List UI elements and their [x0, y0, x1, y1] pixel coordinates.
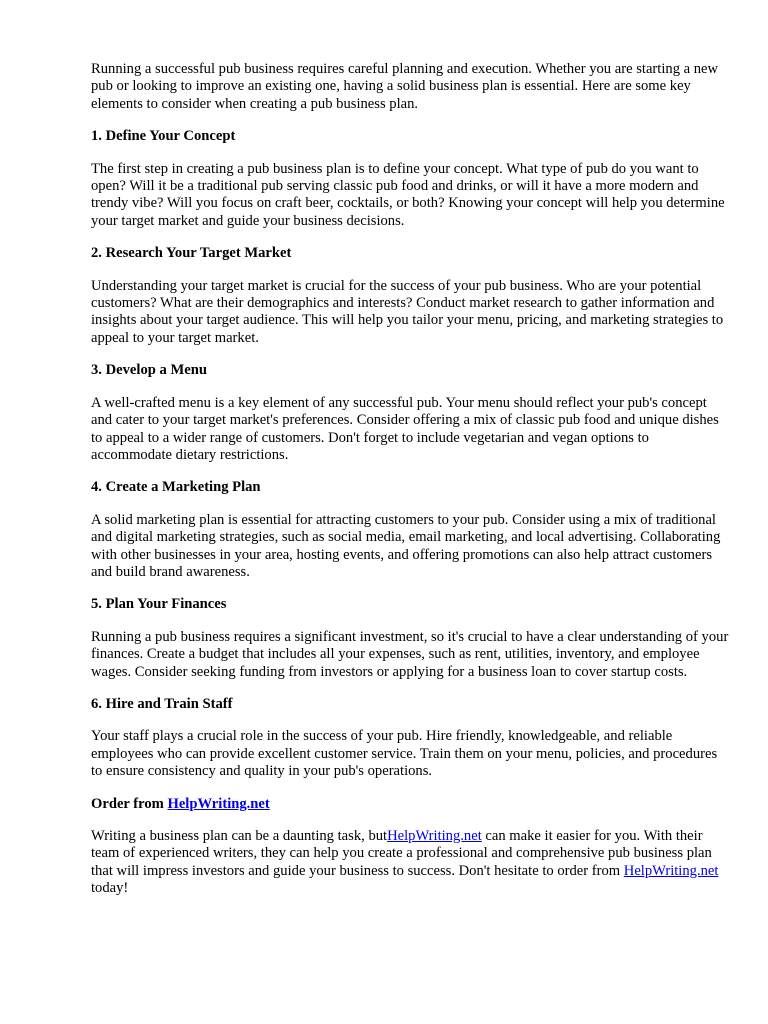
section-body-marketing-plan: A solid marketing plan is essential for attracting customers to your pub. Consider using a mix of traditional and digital marketing strategies, such as social media, email marketing, and local advertising. Collaborating with other businesses in your area, hosting events, and offering promotions can also help attract customers and build brand awareness.: [91, 511, 721, 580]
order-heading: [91, 796, 731, 813]
section-heading-develop-menu: 3. Develop a Menu: [91, 362, 207, 379]
section-body-finances: Running a pub business requires a significant investment, so it's crucial to have a clear understanding of your finances. Create a budget that includes all your expenses, such as rent, utilities, inventory, and employee wages. Consider seeking funding from investors or applying for a business loan to cover startup costs.: [91, 628, 729, 680]
section-heading-finances: 5. Plan Your Finances: [91, 596, 227, 613]
order-body-text-2: can make it easier for you. With their team of experienced writers, they can help you create a professional and comprehensive pub business plan that will impress investors and guide your business to success. Don't hesitate to order from: [91, 828, 712, 879]
order-body-link-2[interactable]: HelpWriting.net: [623, 862, 719, 879]
section-body-staff: Your staff plays a crucial role in the success of your pub. Hire friendly, knowledgeable, and reliable employees who can provide excellent customer service. Train them on your menu, policies, and procedures to ensure consistency and quality in your pub's operations.: [91, 728, 718, 780]
document-page: [91, 61, 731, 913]
section-heading-staff: 6. Hire and Train Staff: [91, 695, 233, 712]
section-heading-define-concept: 1. Define Your Concept: [91, 128, 236, 145]
order-body-text-3: today!: [91, 880, 129, 897]
order-body-link-1[interactable]: HelpWriting.net: [387, 828, 482, 844]
order-body-text-1: Writing a business plan can be a daunting task, but: [91, 828, 388, 844]
section-body-target-market: Understanding your target market is crucial for the success of your pub business. Who are your potential customers? What are their demographics and interests? Conduct market research to gather information and insights about your target audience. This will help you tailor your menu, pricing, and marketing strategies to appeal to your target market.: [91, 277, 724, 346]
order-heading-prefix: Order from: [91, 795, 168, 812]
order-heading-link[interactable]: HelpWriting.net: [167, 795, 270, 812]
section-body-define-concept: The first step in creating a pub business plan is to define your concept. What type of pub do you want to open? Will it be a traditional pub serving classic pub food and drinks, or will it have a more modern and trendy vibe? Will you focus on craft beer, cocktails, or both? Knowing your concept will help you determine your target market and guide your business decisions.: [91, 160, 725, 229]
section-heading-target-market: 2. Research Your Target Market: [91, 245, 292, 262]
section-heading-marketing-plan: 4. Create a Marketing Plan: [91, 479, 261, 496]
intro-paragraph: Running a successful pub business requires careful planning and execution. Whether you are starting a new pub or looking to improve an existing one, having a solid business plan is essential. Here are some key elements to consider when creating a pub business plan.: [91, 61, 719, 112]
order-body: [91, 828, 731, 898]
section-body-develop-menu: A well-crafted menu is a key element of any successful pub. Your menu should reflect your pub's concept and cater to your target market's preferences. Consider offering a mix of classic pub food and unique dishes to appeal to a wider range of customers. Don't forget to include vegetarian and vegan options to accommodate dietary restrictions.: [91, 394, 719, 463]
